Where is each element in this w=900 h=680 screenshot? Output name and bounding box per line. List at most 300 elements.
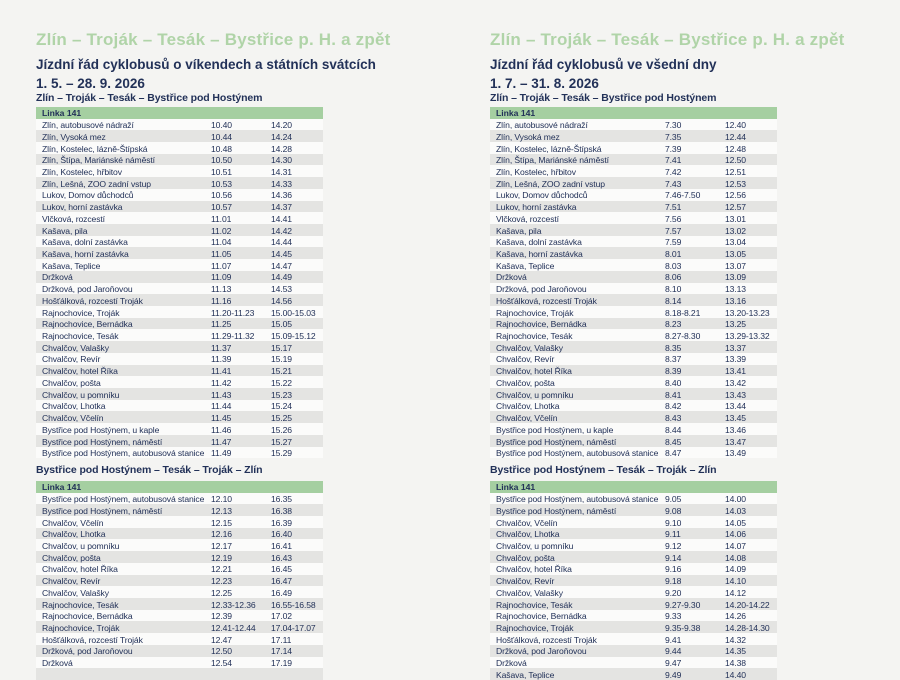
timetable-row (490, 212, 777, 224)
departure-time-1: 11.45 (211, 413, 231, 423)
timetable-subtitle-block (490, 55, 717, 93)
departure-time-2: 14.49 (271, 272, 292, 282)
departure-time-1: 9.08 (665, 506, 681, 516)
stop-name: Lukov, Domov důchodců (496, 190, 587, 200)
timetable-row (36, 130, 323, 142)
stop-name: Kašava, dolní zastávka (42, 237, 128, 247)
departure-time-1: 7.51 (665, 202, 681, 212)
departure-time-2: 13.04 (725, 237, 746, 247)
timetable-row (490, 645, 777, 657)
timetable-row (36, 411, 323, 423)
departure-time-1: 9.33 (665, 611, 681, 621)
stop-name: Chvalčov, hotel Říka (496, 366, 572, 376)
departure-time-2: 14.28-14.30 (725, 623, 770, 633)
departure-time-1: 7.42 (665, 167, 681, 177)
departure-time-1: 10.48 (211, 144, 232, 154)
timetable-row (36, 668, 323, 680)
departure-time-1: 10.40 (211, 120, 232, 130)
departure-time-1: 8.47 (665, 448, 681, 458)
timetable-row (36, 306, 323, 318)
stop-name: Lukov, horní zastávka (496, 202, 576, 212)
timetable-subtitle: Jízdní řád cyklobusů o víkendech a státních svátcích (36, 55, 376, 74)
departure-time-2: 13.01 (725, 214, 746, 224)
stop-name: Bystřice pod Hostýnem, u kaple (42, 425, 159, 435)
timetable-row (490, 633, 777, 645)
timetable-row (490, 516, 777, 528)
departure-time-1: 8.42 (665, 401, 681, 411)
timetable-row (490, 259, 777, 271)
departure-time-1: 9.16 (665, 564, 681, 574)
timetable-row (490, 610, 777, 622)
departure-time-1: 9.20 (665, 588, 681, 598)
timetable-row (490, 575, 777, 587)
departure-time-1: 7.59 (665, 237, 681, 247)
departure-time-2: 17.14 (271, 646, 292, 656)
stop-name: Bystřice pod Hostýnem, náměstí (496, 506, 616, 516)
departure-time-2: 14.40 (725, 670, 746, 680)
departure-time-1: 12.41-12.44 (211, 623, 256, 633)
stop-name: Zlín, Vysoká mez (42, 132, 106, 142)
stop-name: Rajnochovice, Bernádka (496, 319, 587, 329)
stop-name: Hošťálková, rozcestí Troják (496, 635, 597, 645)
stop-name: Chvalčov, u pomníku (42, 541, 119, 551)
timetable-row (490, 657, 777, 669)
departure-time-1: 8.43 (665, 413, 681, 423)
return-section (36, 464, 323, 680)
departure-time-1: 8.37 (665, 354, 681, 364)
stop-name: Chvalčov, Revír (496, 576, 554, 586)
stop-name: Rajnochovice, Troják (42, 308, 119, 318)
departure-time-1: 11.47 (211, 437, 231, 447)
departure-time-2: 14.44 (271, 237, 292, 247)
departure-time-1: 11.42 (211, 378, 231, 388)
departure-time-1: 12.25 (211, 588, 232, 598)
timetable-row (36, 575, 323, 587)
stop-name: Zlín, Štípa, Mariánské náměstí (42, 155, 155, 165)
departure-time-2: 14.08 (725, 553, 746, 563)
stop-name: Lukov, Domov důchodců (42, 190, 133, 200)
stop-name: Držková, pod Jaroňovou (496, 284, 587, 294)
timetable-row (36, 177, 323, 189)
departure-time-2: 15.09-15.12 (271, 331, 316, 341)
departure-time-2: 13.44 (725, 401, 746, 411)
departure-time-1: 8.45 (665, 437, 681, 447)
stop-name: Držková (496, 658, 527, 668)
stop-name: Chvalčov, Včelín (42, 413, 103, 423)
departure-time-1: 12.54 (211, 658, 232, 668)
timetable-row (490, 621, 777, 633)
departure-time-1: 9.35-9.38 (665, 623, 700, 633)
departure-time-1: 12.50 (211, 646, 232, 656)
departure-time-1: 9.44 (665, 646, 681, 656)
timetable-row (490, 201, 777, 213)
timetable-row (490, 329, 777, 341)
departure-time-2: 13.46 (725, 425, 746, 435)
departure-time-2: 14.45 (271, 249, 292, 259)
departure-time-2: 15.05 (271, 319, 292, 329)
departure-time-2: 13.02 (725, 226, 746, 236)
departure-time-2: 15.23 (271, 390, 292, 400)
stop-name: Bystřice pod Hostýnem, náměstí (42, 437, 162, 447)
timetable-row (490, 586, 777, 598)
departure-time-2: 16.41 (271, 541, 292, 551)
stop-name: Hošťálková, rozcestí Troják (42, 635, 143, 645)
route-title: Zlín – Troják – Tesák – Bystřice p. H. a zpět (490, 30, 845, 50)
stop-name: Bystřice pod Hostýnem, autobusová stanice (496, 448, 658, 458)
departure-time-1: 12.15 (211, 518, 232, 528)
stop-name: Kašava, pila (496, 226, 541, 236)
stop-name: Rajnochovice, Tesák (42, 600, 118, 610)
departure-time-1: 11.04 (211, 237, 231, 247)
stop-name: Kašava, Teplice (496, 670, 554, 680)
departure-time-2: 13.43 (725, 390, 746, 400)
timetable-row (490, 224, 777, 236)
departure-time-2: 16.55-16.58 (271, 600, 316, 610)
route-title: Zlín – Troják – Tesák – Bystřice p. H. a zpět (36, 30, 391, 50)
timetable-row (36, 236, 323, 248)
stop-name: Rajnochovice, Bernádka (42, 319, 133, 329)
departure-time-2: 14.37 (271, 202, 292, 212)
timetable-row (490, 119, 777, 131)
stop-name: Chvalčov, Lhotka (42, 401, 105, 411)
departure-time-1: 8.41 (665, 390, 681, 400)
departure-time-2: 13.45 (725, 413, 746, 423)
timetable-row (36, 400, 323, 412)
timetable-row (490, 306, 777, 318)
timetable-row (490, 598, 777, 610)
stop-name: Chvalčov, Valašky (42, 588, 109, 598)
departure-time-2: 16.47 (271, 576, 292, 586)
stop-name: Držková, pod Jaroňovou (42, 646, 133, 656)
stop-name: Bystřice pod Hostýnem, autobusová stanice (496, 494, 658, 504)
departure-time-1: 11.43 (211, 390, 231, 400)
line-number-band: Linka 141 (490, 481, 777, 493)
departure-time-1: 11.01 (211, 214, 231, 224)
stop-name: Zlín, Kostelec, hřbitov (42, 167, 122, 177)
departure-time-1: 8.44 (665, 425, 681, 435)
timetable-row (36, 528, 323, 540)
departure-time-1: 9.18 (665, 576, 681, 586)
timetable-rows (36, 119, 323, 459)
stop-name: Chvalčov, pošta (496, 553, 555, 563)
timetable-rows (36, 493, 323, 680)
stop-name: Zlín, Štípa, Mariánské náměstí (496, 155, 609, 165)
timetable-row (490, 551, 777, 563)
stop-name: Chvalčov, hotel Říka (496, 564, 572, 574)
stop-name: Chvalčov, Lhotka (496, 401, 559, 411)
timetable-row (490, 563, 777, 575)
departure-time-2: 14.20-14.22 (725, 600, 770, 610)
departure-time-2: 14.35 (725, 646, 746, 656)
timetable-row (36, 516, 323, 528)
stop-name: Kašava, Teplice (42, 261, 100, 271)
departure-time-1: 7.30 (665, 120, 681, 130)
departure-time-2: 15.29 (271, 448, 292, 458)
departure-time-1: 8.06 (665, 272, 681, 282)
direction-heading: Zlín – Troják – Tesák – Bystřice pod Hostýnem (36, 92, 323, 105)
stop-name: Chvalčov, Revír (42, 354, 100, 364)
timetable-row (490, 493, 777, 505)
timetable-row (490, 341, 777, 353)
departure-time-2: 12.56 (725, 190, 746, 200)
departure-time-1: 7.35 (665, 132, 681, 142)
departure-time-2: 14.41 (271, 214, 292, 224)
departure-time-2: 14.42 (271, 226, 292, 236)
stop-name: Zlín, Lešná, ZOO zadní vstup (42, 179, 151, 189)
departure-time-1: 8.40 (665, 378, 681, 388)
stop-name: Chvalčov, Revír (42, 576, 100, 586)
stop-name: Chvalčov, pošta (42, 553, 101, 563)
departure-time-1: 10.56 (211, 190, 232, 200)
departure-time-2: 14.28 (271, 144, 292, 154)
timetable-row (490, 423, 777, 435)
stop-name: Rajnochovice, Bernádka (496, 611, 587, 621)
departure-time-2: 17.02 (271, 611, 292, 621)
departure-time-1: 9.05 (665, 494, 681, 504)
departure-time-1: 8.39 (665, 366, 681, 376)
timetable-row (36, 657, 323, 669)
timetable-row (36, 633, 323, 645)
departure-time-2: 14.30 (271, 155, 292, 165)
departure-time-2: 15.19 (271, 354, 292, 364)
stop-name: Chvalčov, u pomníku (42, 390, 119, 400)
departure-time-2: 16.39 (271, 518, 292, 528)
stop-name: Bystřice pod Hostýnem, náměstí (496, 437, 616, 447)
timetable-row (490, 411, 777, 423)
timetable-row (36, 247, 323, 259)
departure-time-1: 11.05 (211, 249, 231, 259)
departure-time-2: 12.53 (725, 179, 746, 189)
timetable-row (36, 586, 323, 598)
departure-time-2: 14.24 (271, 132, 292, 142)
timetable-row (36, 165, 323, 177)
return-section (490, 464, 777, 680)
departure-time-2: 13.29-13.32 (725, 331, 770, 341)
departure-time-2: 12.40 (725, 120, 746, 130)
departure-time-2: 14.10 (725, 576, 746, 586)
departure-time-1: 9.49 (665, 670, 681, 680)
line-number-band: Linka 141 (36, 107, 323, 119)
timetable-row (36, 447, 323, 459)
stop-name: Chvalčov, Valašky (496, 343, 563, 353)
stop-name: Bystřice pod Hostýnem, náměstí (42, 506, 162, 516)
departure-time-2: 15.17 (271, 343, 292, 353)
timetable-row (36, 201, 323, 213)
departure-time-2: 13.25 (725, 319, 746, 329)
page-weekend-timetable (36, 0, 456, 675)
departure-time-2: 17.11 (271, 635, 291, 645)
stop-name: Chvalčov, pošta (42, 378, 101, 388)
departure-time-2: 14.09 (725, 564, 746, 574)
timetable-row (490, 130, 777, 142)
stop-name: Chvalčov, Včelín (42, 518, 103, 528)
departure-time-1: 12.19 (211, 553, 232, 563)
stop-name: Držková, pod Jaroňovou (42, 284, 133, 294)
timetable-date-range: 1. 5. – 28. 9. 2026 (36, 74, 376, 93)
departure-time-2: 13.41 (725, 366, 746, 376)
departure-time-2: 13.09 (725, 272, 746, 282)
timetable-subtitle: Jízdní řád cyklobusů ve všední dny (490, 55, 717, 74)
stop-name: Chvalčov, Včelín (496, 518, 557, 528)
timetable-row (490, 247, 777, 259)
timetable-row (36, 154, 323, 166)
departure-time-1: 12.33-12.36 (211, 600, 256, 610)
stop-name: Chvalčov, Lhotka (42, 529, 105, 539)
departure-time-2: 17.04-17.07 (271, 623, 316, 633)
stop-name: Vlčková, rozcestí (496, 214, 559, 224)
timetable-rows (490, 119, 777, 459)
timetable-row (36, 551, 323, 563)
timetable-row (490, 177, 777, 189)
timetable-row (36, 224, 323, 236)
timetable-row (490, 528, 777, 540)
departure-time-2: 14.53 (271, 284, 292, 294)
timetable-row (36, 376, 323, 388)
departure-time-2: 14.20 (271, 120, 292, 130)
departure-time-2: 13.13 (725, 284, 746, 294)
departure-time-1: 11.13 (211, 284, 231, 294)
departure-time-1: 11.20-11.23 (211, 308, 254, 318)
timetable-row (490, 236, 777, 248)
timetable-row (490, 271, 777, 283)
departure-time-2: 13.49 (725, 448, 746, 458)
departure-time-2: 13.05 (725, 249, 746, 259)
timetable-row (490, 388, 777, 400)
timetable-row (490, 539, 777, 551)
departure-time-2: 14.31 (271, 167, 292, 177)
departure-time-2: 14.33 (271, 179, 292, 189)
departure-time-1: 8.01 (665, 249, 681, 259)
departure-time-1: 8.14 (665, 296, 681, 306)
stop-name: Kašava, dolní zastávka (496, 237, 582, 247)
departure-time-2: 13.20-13.23 (725, 308, 770, 318)
departure-time-1: 12.21 (211, 564, 232, 574)
line-number-band: Linka 141 (490, 107, 777, 119)
stop-name: Zlín, Vysoká mez (496, 132, 560, 142)
departure-time-1: 9.10 (665, 518, 681, 528)
timetable-row (36, 435, 323, 447)
timetable-row (36, 423, 323, 435)
timetable-row (36, 189, 323, 201)
timetable-row (36, 353, 323, 365)
departure-time-2: 16.49 (271, 588, 292, 598)
departure-time-2: 14.56 (271, 296, 292, 306)
timetable-row (36, 388, 323, 400)
departure-time-1: 10.51 (211, 167, 232, 177)
departure-time-2: 15.00-15.03 (271, 308, 316, 318)
departure-time-1: 8.23 (665, 319, 681, 329)
departure-time-2: 14.26 (725, 611, 746, 621)
departure-time-2: 12.50 (725, 155, 746, 165)
departure-time-1: 10.50 (211, 155, 232, 165)
timetable-row (36, 341, 323, 353)
departure-time-1: 8.35 (665, 343, 681, 353)
departure-time-2: 16.45 (271, 564, 292, 574)
departure-time-2: 17.19 (271, 658, 292, 668)
stop-name: Kašava, Teplice (496, 261, 554, 271)
departure-time-2: 15.22 (271, 378, 292, 388)
departure-time-1: 7.56 (665, 214, 681, 224)
stop-name: Hošťálková, rozcestí Troják (496, 296, 597, 306)
departure-time-1: 12.13 (211, 506, 232, 516)
departure-time-1: 11.07 (211, 261, 231, 271)
timetable-row (36, 645, 323, 657)
departure-time-1: 8.18-8.21 (665, 308, 700, 318)
departure-time-2: 15.24 (271, 401, 292, 411)
timetable-row (490, 154, 777, 166)
departure-time-2: 14.32 (725, 635, 746, 645)
timetable-row (490, 283, 777, 295)
stop-name: Chvalčov, u pomníku (496, 541, 573, 551)
departure-time-2: 14.00 (725, 494, 746, 504)
stop-name: Rajnochovice, Troják (496, 623, 573, 633)
departure-time-1: 11.49 (211, 448, 231, 458)
departure-time-2: 16.43 (271, 553, 292, 563)
timetable-row (490, 376, 777, 388)
departure-time-1: 12.23 (211, 576, 232, 586)
departure-time-1: 7.46-7.50 (665, 190, 700, 200)
departure-time-1: 11.44 (211, 401, 231, 411)
stop-name: Držková, pod Jaroňovou (496, 646, 587, 656)
departure-time-1: 12.47 (211, 635, 232, 645)
stop-name: Chvalčov, pošta (496, 378, 555, 388)
timetable-row (36, 365, 323, 377)
stop-name: Držková (42, 658, 73, 668)
timetable-row (490, 294, 777, 306)
direction-heading: Zlín – Troják – Tesák – Bystřice pod Hostýnem (490, 92, 777, 105)
timetable-subtitle-block (36, 55, 376, 93)
departure-time-1: 10.44 (211, 132, 232, 142)
timetable-row (36, 493, 323, 505)
departure-time-1: 11.25 (211, 319, 231, 329)
timetable-row (36, 504, 323, 516)
stop-name: Bystřice pod Hostýnem, autobusová stanice (42, 494, 204, 504)
departure-time-2: 15.27 (271, 437, 292, 447)
departure-time-2: 14.05 (725, 518, 746, 528)
stop-name: Chvalčov, Valašky (496, 588, 563, 598)
timetable-row (36, 142, 323, 154)
timetable-row (490, 365, 777, 377)
stop-name: Chvalčov, hotel Říka (42, 564, 118, 574)
timetable-row (490, 435, 777, 447)
departure-time-2: 12.57 (725, 202, 746, 212)
departure-time-1: 11.29-11.32 (211, 331, 254, 341)
departure-time-2: 12.51 (725, 167, 746, 177)
stop-name: Rajnochovice, Troják (42, 623, 119, 633)
departure-time-2: 14.38 (725, 658, 746, 668)
departure-time-2: 16.40 (271, 529, 292, 539)
departure-time-1: 9.41 (665, 635, 681, 645)
departure-time-1: 9.12 (665, 541, 681, 551)
stop-name: Kašava, pila (42, 226, 87, 236)
departure-time-2: 15.25 (271, 413, 292, 423)
departure-time-2: 12.48 (725, 144, 746, 154)
stop-name: Rajnochovice, Tesák (42, 331, 118, 341)
departure-time-2: 16.38 (271, 506, 292, 516)
departure-time-2: 13.37 (725, 343, 746, 353)
departure-time-1: 8.27-8.30 (665, 331, 700, 341)
departure-time-1: 7.41 (665, 155, 681, 165)
timetable-row (490, 353, 777, 365)
timetable-row (36, 621, 323, 633)
timetable-row (36, 283, 323, 295)
stop-name: Rajnochovice, Tesák (496, 331, 572, 341)
timetable-row (490, 142, 777, 154)
departure-time-1: 11.02 (211, 226, 231, 236)
stop-name: Držková (496, 272, 527, 282)
departure-time-1: 10.57 (211, 202, 232, 212)
departure-time-2: 12.44 (725, 132, 746, 142)
